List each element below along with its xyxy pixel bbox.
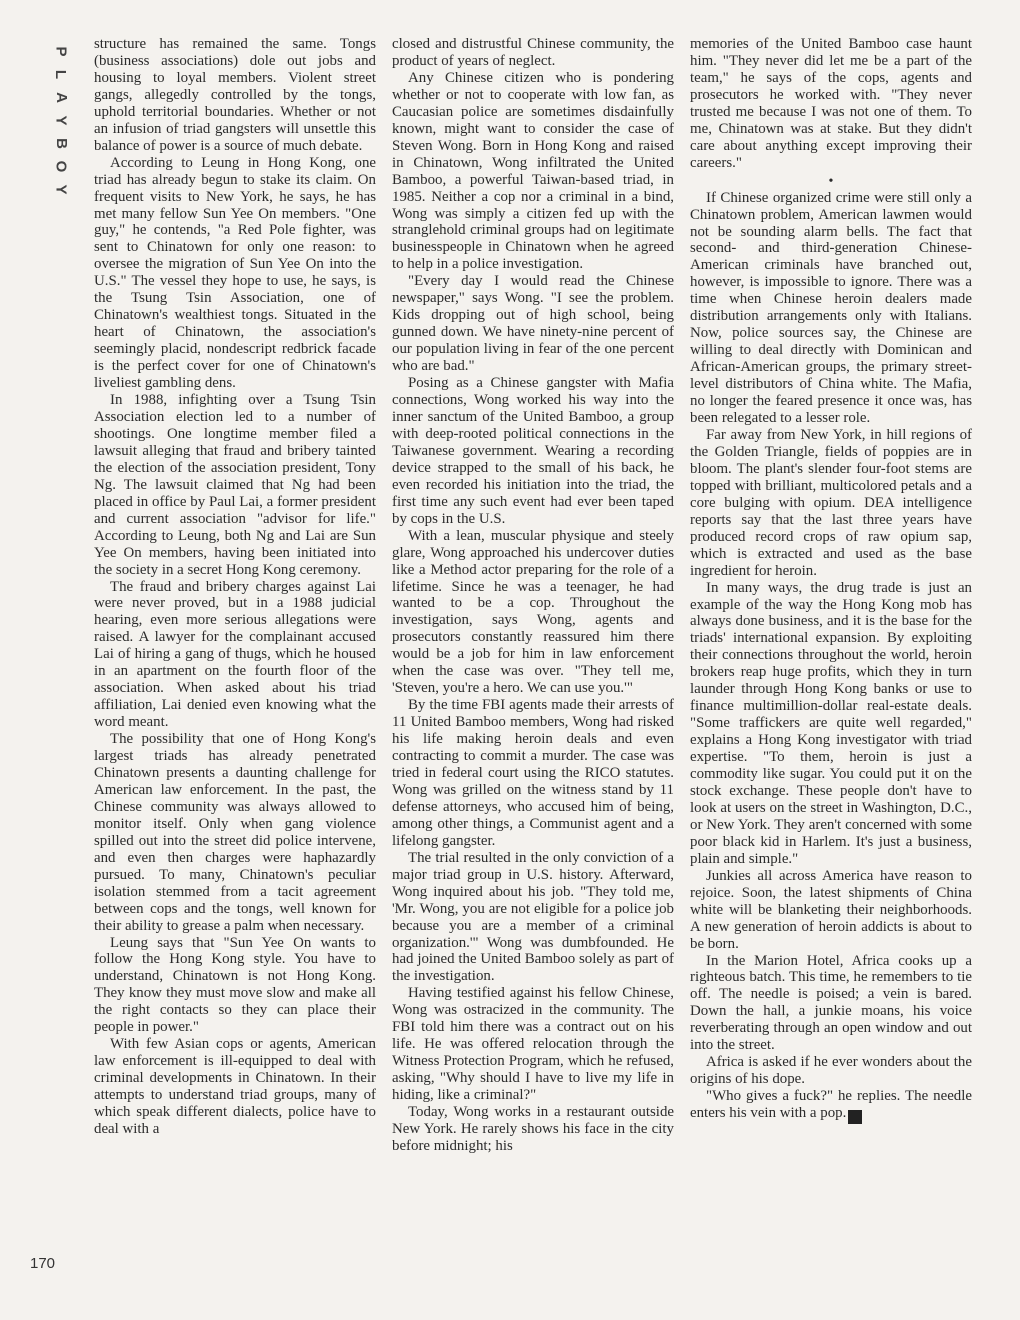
paragraph: The possibility that one of Hong Kong's largest triads has already penetrated Chinatown presents a daunting challenge for American law enforcement. In the past, the Chinese community was always allowed to monitor itself. Only when gang violence spilled out into the street did police intervene, and even then charges were haphazardly pursued. To many, Chinatown's peculiar isolation stemmed from a tacit agreement between cops and the tongs, well known for their ability to grease a palm when necessary. xyxy=(94,731,376,934)
masthead xyxy=(50,40,72,201)
paragraph: By the time FBI agents made their arrests of 11 United Bamboo members, Wong had risked his life making heroin deals and even contracting to commit a murder. The case was tried in federal court using the RICO statutes. Wong was grilled on the witness stand by 11 defense attorneys, who accused him of being, among other things, a Communist agent and a lifelong gangster. xyxy=(392,697,674,849)
text-column-2 xyxy=(392,36,674,1155)
masthead-letter: B xyxy=(52,138,70,149)
masthead-letter: Y xyxy=(52,184,70,195)
masthead-letter: Y xyxy=(52,115,70,126)
paragraph: With a lean, muscular physique and steely glare, Wong approached his undercover duties like a Method actor preparing for the role of a lifetime. Since he was a teenager, he had wanted to be a cop. Throughout the investigation, says Wong, agents and prosecutors constantly reassured him there would be a job for him in law enforcement when the case was over. "They tell me, 'Steven, you're a hero. We can use you.'" xyxy=(392,527,674,697)
paragraph: Africa is asked if he ever wonders about the origins of his dope. xyxy=(690,1054,972,1088)
paragraph-final-text: "Who gives a fuck?" he replies. The needle enters his vein with a pop. xyxy=(690,1088,972,1122)
section-break-bullet: • xyxy=(828,173,834,189)
paragraph: Posing as a Chinese gangster with Mafia connections, Wong worked his way into the inner sanctum of the United Bamboo, a group with deep-rooted political connections in the Taiwanese government. Wearing a recording device strapped to the small of his back, he even recorded his initiation into the triad, the first time any such event had ever been taped by cops in the U.S. xyxy=(392,375,674,527)
playboy-bunny-icon: ◆ xyxy=(848,1110,862,1124)
text-column-3 xyxy=(690,36,972,1124)
paragraph: In the Marion Hotel, Africa cooks up a righteous batch. This time, he remembers to tie off. The needle is poised; a vein is bared. Down the hall, a junkie moans, his voice reverberating through an open window and out into the street. xyxy=(690,952,972,1054)
page-number: 170 xyxy=(30,1255,56,1272)
masthead-letter: P xyxy=(52,46,70,57)
paragraph: In 1988, infighting over a Tsung Tsin Association election led to a number of shootings. One longtime member filed a lawsuit alleging that fraud and bribery tainted the election of the association president, Tony Ng. The lawsuit claimed that Ng had been placed in office by Paul Lai, a former president and current association "advisor for life." According to Leung, both Ng and Lai are Sun Yee On members, having been initiated into the society in a secret Hong Kong ceremony. xyxy=(94,392,376,578)
paragraph: If Chinese organized crime were still only a Chinatown problem, American lawmen would not be sounding alarm bells. The fact that second- and third-generation Chinese-American criminals have branched out, however, is impossible to ignore. There was a time when Chinese heroin dealers made distribution arrangements only with Italians. Now, police sources say, the Chinese are willing to deal directly with Dominican and African-American groups, the primary street-level distributors of China white. The Mafia, no longer the feared presence it once was, has been relegated to a lesser role. xyxy=(690,189,972,427)
paragraph: Any Chinese citizen who is pondering whether or not to cooperate with low fan, as Caucasian police are sometimes disdainfully known, might want to consider the case of Steven Wong. Born in Hong Kong and raised in Chinatown, Wong infiltrated the United Bamboo, a powerful Taiwan-based triad, in 1985. Neither a cop nor a criminal in a bind, Wong was simply a citizen fed up with the stranglehold criminal groups had on legitimate businesspeople in Chinatown when he agreed to help in a police investigation. xyxy=(392,69,674,273)
paragraph: Having testified against his fellow Chinese, Wong was ostracized in the community. The FBI told him there was a contract out on his life. He was offered relocation through the Witness Protection Program, which he refused, asking, "Why should I have to live my life in hiding, like a criminal?" xyxy=(392,985,674,1104)
paragraph: "Every day I would read the Chinese newspaper," says Wong. "I see the problem. Kids dropping out of high school, being gunned down. We have ninety-nine percent of our population living in fear of the one percent who are bad." xyxy=(392,273,674,375)
paragraph: Today, Wong works in a restaurant outside New York. He rarely shows his face in the city before midnight; his xyxy=(392,1104,674,1154)
paragraph: structure has remained the same. Tongs (business associations) dole out jobs and housing to loyal members. Violent street gangs, allegedly controlled by the tongs, uphold territorial boundaries. Whether or not an infusion of triad gangsters will unsettle this balance of power is a source of much debate. xyxy=(94,36,376,154)
paragraph: In many ways, the drug trade is just an example of the way the Hong Kong mob has always done business, and it is the base for the triads' international expansion. By exploiting their connections throughout the world, heroin brokers reap huge profits, which they in turn launder through Hong Kong banks or use to finance multimillion-dollar real-estate deals. "Some traffickers are quite well regarded," explains a Hong Kong investigator with triad expertise. "To them, heroin is just a commodity like sugar. You could put it on the stock exchange. These people don't have to look at users on the street in Washington, D.C., or New York. They aren't concerned with some poor black kid in Harlem. It's just a business, plain and simple." xyxy=(690,579,972,867)
paragraph-final xyxy=(690,1088,972,1124)
paragraph: With few Asian cops or agents, American law enforcement is ill-equipped to deal with criminal developments in Chinatown. In their attempts to understand triad groups, many of which speak different dialects, police have to deal with a xyxy=(94,1036,376,1137)
text-column-1 xyxy=(94,36,376,1138)
paragraph: Far away from New York, in hill regions of the Golden Triangle, fields of poppies are in bloom. The plant's slender four-foot stems are topped with brilliant, multicolored petals and a core bulging with opium. DEA intelligence reports say that the last three years have produced record crops of raw opium sap, which is extracted and used as the base ingredient for heroin. xyxy=(690,426,972,579)
paragraph: The trial resulted in the only conviction of a major triad group in U.S. history. Afterward, Wong inquired about his job. "They told me, 'Mr. Wong, you are not eligible for a police job because you are a member of a criminal organization.'" Wong was dumbfounded. He had joined the United Bamboo solely as part of the investigation. xyxy=(392,849,674,985)
paragraph: According to Leung in Hong Kong, one triad has already begun to stake its claim. On frequent visits to New York, he says, he has met many fellow Sun Yee On members. "One guy," he contends, "a Red Pole fighter, was sent to Chinatown for only one reason: to oversee the migration of Sun Yee On into the U.S." The vessel they hope to use, he says, is the Tsung Tsin Association, one of Chinatown's wealthiest tongs. Situated in the heart of Chinatown, the association's seemingly placid, nondescript redbrick facade is the perfect cover for one of Chinatown's liveliest gambling dens. xyxy=(94,154,376,392)
masthead-letter: O xyxy=(52,160,70,173)
paragraph: memories of the United Bamboo case haunt him. "They never did let me be a part of the team," he says of the cops, agents and prosecutors he worked with. "They never trusted me because I was not one of them. To me, Chinatown was at stake. But they didn't care about anything except improving their careers." xyxy=(690,36,972,171)
paragraph: Leung says that "Sun Yee On wants to follow the Hong Kong style. You have to understand, Chinatown is not Hong Kong. They know they must move slow and make all the right contacts so they can place their people in power." xyxy=(94,934,376,1036)
masthead-letter: A xyxy=(52,92,70,103)
paragraph: The fraud and bribery charges against Lai were never proved, but in a 1988 judicial hearing, even more serious allegations were raised. A lawyer for the complainant accused Lai of hiring a gang of thugs, which he housed in an apartment on the fourth floor of the association. When asked about his triad affiliation, Lai denied even knowing what the word meant. xyxy=(94,578,376,731)
paragraph: closed and distrustful Chinese community, the product of years of neglect. xyxy=(392,36,674,69)
paragraph: Junkies all across America have reason to rejoice. Soon, the latest shipments of China white will be blanketing their neighborhoods. A new generation of heroin addicts is about to be born. xyxy=(690,867,972,952)
masthead-letter: L xyxy=(52,69,70,80)
